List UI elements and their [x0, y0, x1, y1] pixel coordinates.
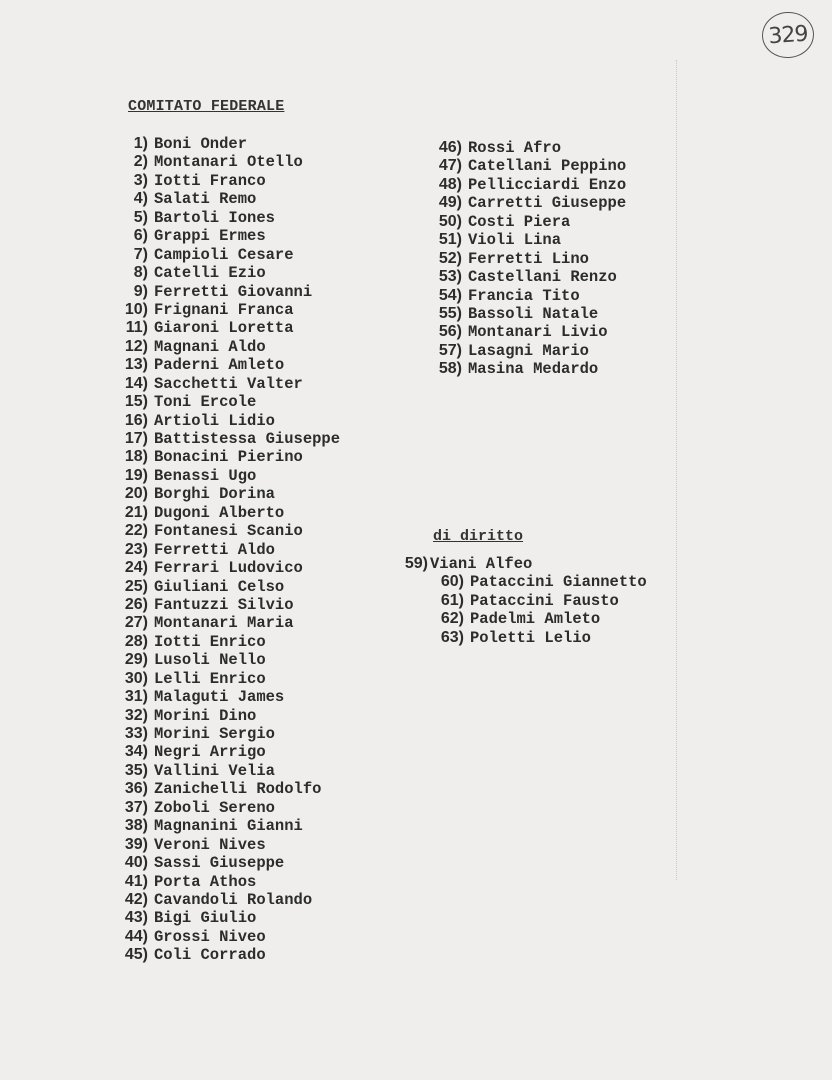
member-name: Bartoli Iones: [154, 208, 275, 227]
list-item: [112, 319, 340, 337]
item-number: 59): [404, 555, 428, 572]
item-number: 53): [438, 268, 462, 286]
list-item: [112, 928, 340, 946]
member-name: Montanari Livio: [468, 323, 608, 342]
item-number: 55): [438, 304, 462, 322]
item-number: 52): [438, 249, 462, 267]
member-name: Masina Medardo: [468, 360, 599, 379]
item-number: 39): [124, 835, 148, 853]
item-number: 44): [124, 927, 148, 945]
list-item: [112, 873, 340, 891]
item-number: 32): [124, 706, 148, 724]
item-number: 4): [133, 190, 148, 208]
item-number: 29): [124, 651, 148, 669]
list-item: [112, 227, 340, 245]
member-list-diritto: [398, 555, 647, 647]
member-name: Malaguti James: [154, 688, 285, 707]
member-name: Iotti Enrico: [154, 632, 266, 651]
member-name: Violi Lina: [468, 231, 562, 250]
list-item: [112, 614, 340, 632]
item-number: 13): [124, 356, 148, 374]
member-name: Padelmi Amleto: [470, 610, 601, 629]
item-number: 23): [124, 540, 148, 558]
page-title: COMITATO FEDERALE: [128, 98, 285, 115]
item-number: 34): [124, 743, 148, 761]
list-item: [112, 283, 340, 301]
list-item: [112, 780, 340, 798]
list-item: [112, 817, 340, 835]
member-name: Costi Piera: [468, 212, 571, 231]
item-number: 43): [124, 909, 148, 927]
item-number: 6): [133, 227, 148, 245]
list-item: [426, 360, 626, 378]
list-item: [112, 338, 340, 356]
list-item: [112, 836, 340, 854]
list-item: [112, 172, 340, 190]
member-name: Sassi Giuseppe: [154, 854, 285, 873]
item-number: 5): [133, 208, 148, 226]
item-number: 1): [133, 135, 148, 152]
member-name: Montanari Maria: [154, 614, 294, 633]
page-number: 329: [760, 10, 815, 60]
member-name: Artioli Lidio: [154, 411, 275, 430]
list-item: [426, 305, 626, 323]
list-item: [398, 629, 647, 647]
member-name: Paderni Amleto: [154, 356, 285, 375]
item-number: 31): [124, 688, 148, 706]
item-number: 45): [124, 946, 148, 964]
member-name: Magnani Aldo: [154, 337, 266, 356]
item-number: 47): [438, 157, 462, 175]
item-number: 35): [124, 761, 148, 779]
list-item: [112, 448, 340, 466]
list-item: [398, 610, 647, 628]
member-name: Catelli Ezio: [154, 264, 266, 283]
member-name: Giuliani Celso: [154, 577, 285, 596]
member-name: Borghi Dorina: [154, 485, 275, 504]
member-name: Benassi Ugo: [154, 466, 257, 485]
member-name: Pataccini Fausto: [470, 591, 619, 610]
item-number: 37): [124, 798, 148, 816]
member-name: Campioli Cesare: [154, 245, 294, 264]
member-name: Francia Tito: [468, 286, 580, 305]
member-name: Pellicciardi Enzo: [468, 175, 627, 194]
list-item: [426, 213, 626, 231]
item-number: 27): [124, 614, 148, 632]
item-number: 58): [438, 360, 462, 378]
item-number: 19): [124, 466, 148, 484]
list-item: [112, 541, 340, 559]
list-item: [112, 209, 340, 227]
member-name: Vallini Velia: [154, 761, 275, 780]
item-number: 25): [124, 577, 148, 595]
list-item: [112, 393, 340, 411]
list-item: [398, 573, 647, 591]
member-name: Rossi Afro: [468, 139, 562, 157]
item-number: 16): [124, 411, 148, 429]
member-name: Morini Dino: [154, 706, 257, 725]
list-item: [112, 707, 340, 725]
item-number: 61): [440, 591, 464, 609]
item-number: 49): [438, 194, 462, 212]
item-number: 8): [133, 264, 148, 282]
member-name: Ferretti Lino: [468, 249, 589, 268]
item-number: 28): [124, 632, 148, 650]
item-number: 24): [124, 559, 148, 577]
item-number: 38): [124, 817, 148, 835]
item-number: 40): [124, 854, 148, 872]
section-subtitle: di diritto: [433, 528, 524, 545]
member-name: Bonacini Pierino: [154, 448, 303, 467]
member-name: Catellani Peppino: [468, 157, 627, 176]
member-name: Sacchetti Valter: [154, 374, 303, 393]
member-name: Ferretti Giovanni: [154, 282, 313, 301]
member-name: Fontanesi Scanio: [154, 522, 303, 541]
member-name: Battistessa Giuseppe: [154, 430, 341, 448]
list-item: [426, 194, 626, 212]
list-item: [426, 287, 626, 305]
member-name: Ferretti Aldo: [154, 540, 275, 559]
list-item: [112, 356, 340, 374]
item-number: 10): [124, 300, 148, 318]
item-number: 15): [124, 393, 148, 411]
list-item: [112, 153, 340, 171]
member-name: Frignani Franca: [154, 300, 294, 319]
item-number: 14): [124, 374, 148, 392]
list-item: [112, 596, 340, 614]
list-item: [426, 231, 626, 249]
member-name: Iotti Franco: [154, 171, 266, 190]
item-number: 56): [438, 323, 462, 341]
list-item: [112, 504, 340, 522]
list-item: [112, 762, 340, 780]
item-number: 18): [124, 448, 148, 466]
member-name: Veroni Nives: [154, 835, 266, 854]
list-item: [112, 135, 340, 153]
member-name: Porta Athos: [154, 872, 257, 891]
list-item: [112, 467, 340, 485]
list-item: [112, 190, 340, 208]
member-name: Lasagni Mario: [468, 341, 589, 360]
member-name: Bigi Giulio: [154, 909, 257, 928]
list-item: [112, 946, 340, 964]
list-item: [112, 633, 340, 651]
member-name: Grappi Ermes: [154, 227, 266, 246]
item-number: 7): [133, 245, 148, 263]
list-item: [112, 246, 340, 264]
member-name: Magnanini Gianni: [154, 817, 303, 836]
member-name: Lusoli Nello: [154, 651, 266, 670]
member-name: Pataccini Giannetto: [470, 573, 647, 592]
member-list-left: [112, 135, 340, 965]
item-number: 33): [124, 725, 148, 742]
list-item: [426, 176, 626, 194]
list-item: [112, 725, 340, 743]
member-name: Bassoli Natale: [468, 304, 599, 323]
list-item: [426, 250, 626, 268]
member-name: Zanichelli Rodolfo: [154, 780, 322, 799]
list-item: [398, 592, 647, 610]
item-number: 2): [133, 153, 148, 171]
member-name: Zoboli Sereno: [154, 798, 275, 817]
list-item: [112, 485, 340, 503]
item-number: 30): [124, 669, 148, 687]
item-number: 63): [440, 628, 464, 646]
item-number: 48): [438, 175, 462, 193]
item-number: 22): [124, 522, 148, 540]
item-number: 54): [438, 286, 462, 304]
item-number: 26): [124, 595, 148, 613]
list-item: [112, 430, 340, 448]
item-number: 36): [124, 780, 148, 798]
member-name: Boni Onder: [154, 135, 248, 153]
list-item: [426, 342, 626, 360]
member-name: Montanari Otello: [154, 153, 303, 172]
item-number: 3): [133, 171, 148, 189]
member-name: Negri Arrigo: [154, 743, 266, 762]
item-number: 41): [124, 872, 148, 890]
list-item: [112, 891, 340, 909]
member-name: Grossi Niveo: [154, 927, 266, 946]
member-name: Carretti Giuseppe: [468, 194, 627, 213]
item-number: 9): [133, 282, 148, 300]
member-name: Dugoni Alberto: [154, 503, 285, 522]
list-item: [112, 264, 340, 282]
member-name: Toni Ercole: [154, 393, 257, 412]
margin-fold-marks: [676, 60, 679, 880]
member-name: Coli Corrado: [154, 946, 266, 965]
list-item: [112, 854, 340, 872]
item-number: 17): [124, 430, 148, 447]
list-item: [112, 670, 340, 688]
member-name: Fantuzzi Silvio: [154, 595, 294, 614]
member-name: Cavandoli Rolando: [154, 890, 313, 909]
item-number: 57): [438, 341, 462, 359]
item-number: 60): [440, 573, 464, 591]
member-list-right: [426, 139, 626, 379]
item-number: 50): [438, 212, 462, 230]
list-item: [112, 578, 340, 596]
member-name: Viani Alfeo: [430, 555, 533, 573]
member-name: Castellani Renzo: [468, 268, 617, 287]
member-name: Salati Remo: [154, 190, 257, 209]
item-number: 11): [125, 319, 148, 337]
item-number: 20): [124, 485, 148, 503]
list-item: [426, 157, 626, 175]
list-item: [112, 799, 340, 817]
list-item: [112, 375, 340, 393]
list-item: [426, 268, 626, 286]
item-number: 51): [438, 231, 462, 249]
item-number: 21): [124, 503, 148, 521]
list-item: [426, 323, 626, 341]
item-number: 12): [124, 337, 148, 355]
list-item: [112, 522, 340, 540]
member-name: Lelli Enrico: [154, 669, 266, 688]
list-item: [112, 688, 340, 706]
list-item: [112, 909, 340, 927]
list-item: [426, 139, 626, 157]
member-name: Giaroni Loretta: [154, 319, 294, 338]
list-item: [112, 412, 340, 430]
list-item: [112, 743, 340, 761]
member-name: Poletti Lelio: [470, 628, 591, 647]
item-number: 46): [438, 139, 462, 156]
member-name: Morini Sergio: [154, 725, 275, 743]
list-item: [112, 651, 340, 669]
member-name: Ferrari Ludovico: [154, 559, 303, 578]
list-item: [398, 555, 647, 573]
list-item: [112, 301, 340, 319]
list-item: [112, 559, 340, 577]
item-number: 62): [440, 610, 464, 628]
item-number: 42): [124, 890, 148, 908]
